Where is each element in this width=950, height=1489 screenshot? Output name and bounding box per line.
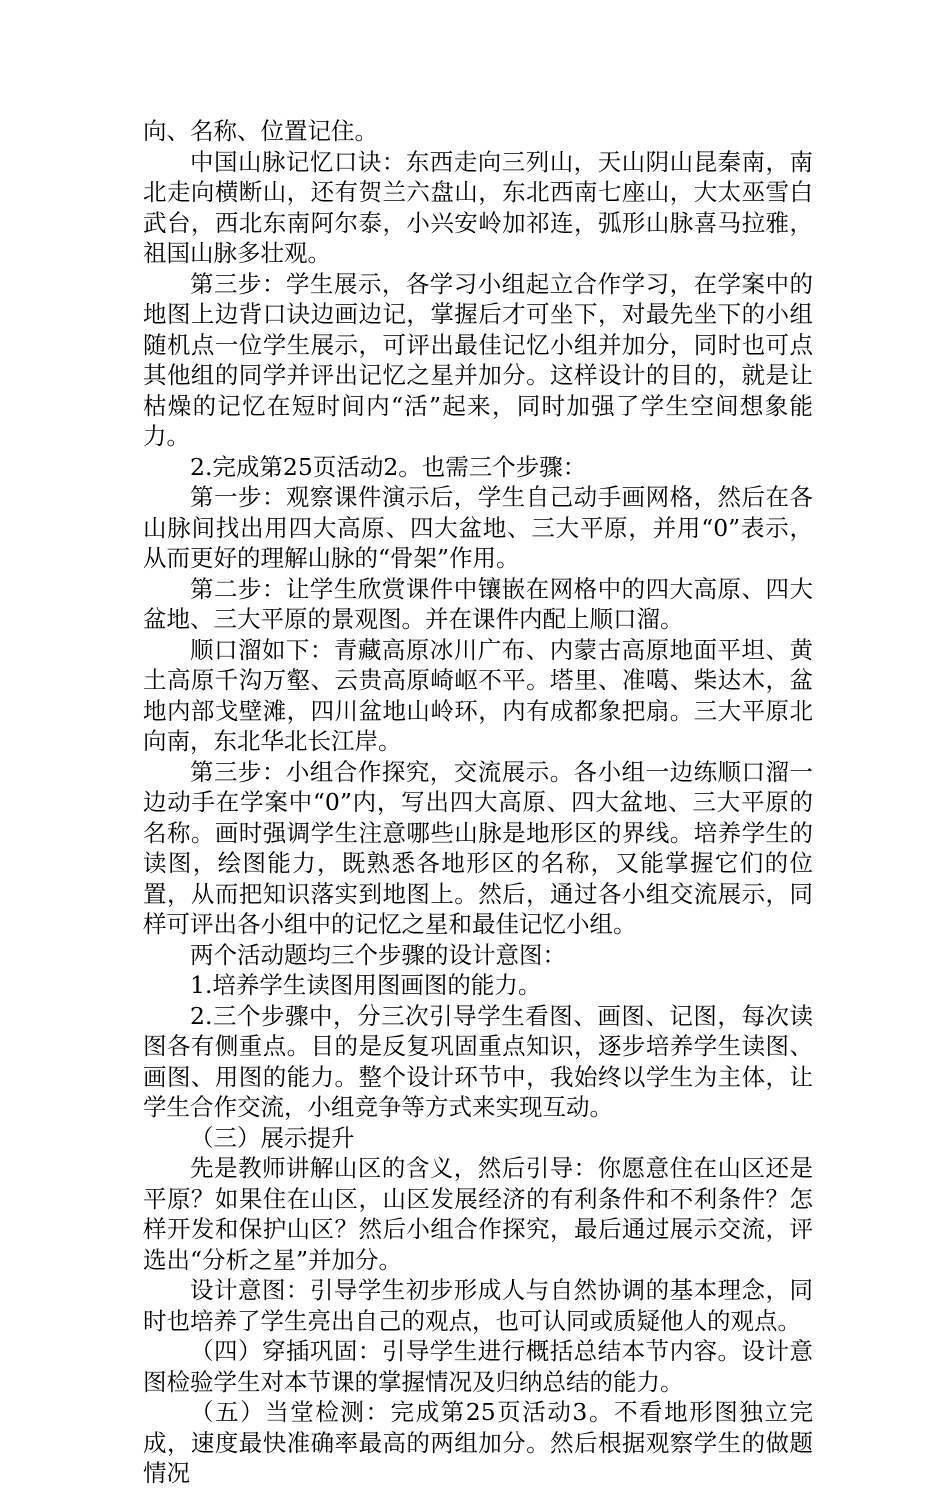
paragraph: 第三步：学生展示，各学习小组起立合作学习，在学案中的地图上边背口诀边画边记，掌握后才可坐下，对最先坐下的小组随机点一位学生展示，可评出最佳记忆小组并加分，同时也可点其他组的同学并评出记忆之星并加分。这样设计的目的，就是让枯燥的记忆在短时间内“活”起来，同时加强了学生空间想象能力。	[143, 269, 813, 450]
paragraph: 第一步：观察课件演示后，学生自己动手画网格，然后在各山脉间找出用四大高原、四大盆地、三大平原，并用“0”表示，从而更好的理解山脉的“骨架”作用。	[143, 483, 813, 572]
paragraph: 第二步：让学生欣赏课件中镶嵌在网格中的四大高原、四大盆地、三大平原的景观图。并在课件内配上顺口溜。	[143, 574, 813, 633]
section-heading: （三）展示提升	[190, 1123, 355, 1152]
paragraph: 两个活动题均三个步骤的设计意图：	[190, 940, 566, 969]
paragraph: 中国山脉记忆口诀：东西走向三列山，天山阴山昆秦南，南北走向横断山，还有贺兰六盘山，东北西南七座山，大太巫雪白武台，西北东南阿尔泰，小兴安岭加祁连，弧形山脉喜马拉雅，祖国山脉多壮观。	[143, 147, 813, 267]
paragraph: 设计意图：引导学生初步形成人与自然协调的基本理念，同时也培养了学生亮出自己的观点，也可认同或质疑他人的观点。	[143, 1276, 813, 1335]
paragraph: 第三步：小组合作探究，交流展示。各小组一边练顺口溜一边动手在学案中“0”内，写出四大高原、四大盆地、三大平原的名称。画时强调学生注意哪些山脉是地形区的界线。培养学生的读图，绘图能力，既熟悉各地形区的名称，又能掌握它们的位置，从而把知识落实到地图上。然后，通过各小组交流展示，同样可评出各小组中的记忆之星和最佳记忆小组。	[143, 757, 813, 938]
paragraph: 1.培养学生读图用图画图的能力。	[190, 971, 542, 999]
paragraph: 2.三个步骤中，分三次引导学生看图、画图、记图，每次读图各有侧重点。目的是反复巩固重点知识，逐步培养学生读图、画图、用图的能力。整个设计环节中，我始终以学生为主体，让学生合作交流，小组竞争等方式来实现互动。	[143, 1001, 813, 1121]
paragraph: 先是教师讲解山区的含义，然后引导：你愿意住在山区还是平原？如果住在山区，山区发展经济的有利条件和不利条件？怎样开发和保护山区？然后小组合作探究，最后通过展示交流，评选出“分析之星”并加分。	[143, 1154, 813, 1274]
paragraph: （四）穿插巩固：引导学生进行概括总结本节内容。设计意图检验学生对本节课的掌握情况及归纳总结的能力。	[143, 1337, 813, 1396]
paragraph: 顺口溜如下：青藏高原冰川广布、内蒙古高原地面平坦、黄土高原千沟万壑、云贵高原崎岖不平。塔里、准噶、柴达木，盆地内部戈壁滩，四川盆地山岭环，内有成都象把扇。三大平原北向南，东北华北长江岸。	[143, 635, 813, 755]
paragraph: 向、名称、位置记住。	[143, 117, 378, 145]
paragraph: （五）当堂检测：完成第25页活动3。不看地形图独立完成，速度最快准确率最高的两组加分。然后根据观察学生的做题情况	[143, 1398, 813, 1487]
document-body	[143, 116, 813, 1489]
paragraph: 2.完成第25页活动2。也需三个步骤：	[190, 452, 587, 481]
